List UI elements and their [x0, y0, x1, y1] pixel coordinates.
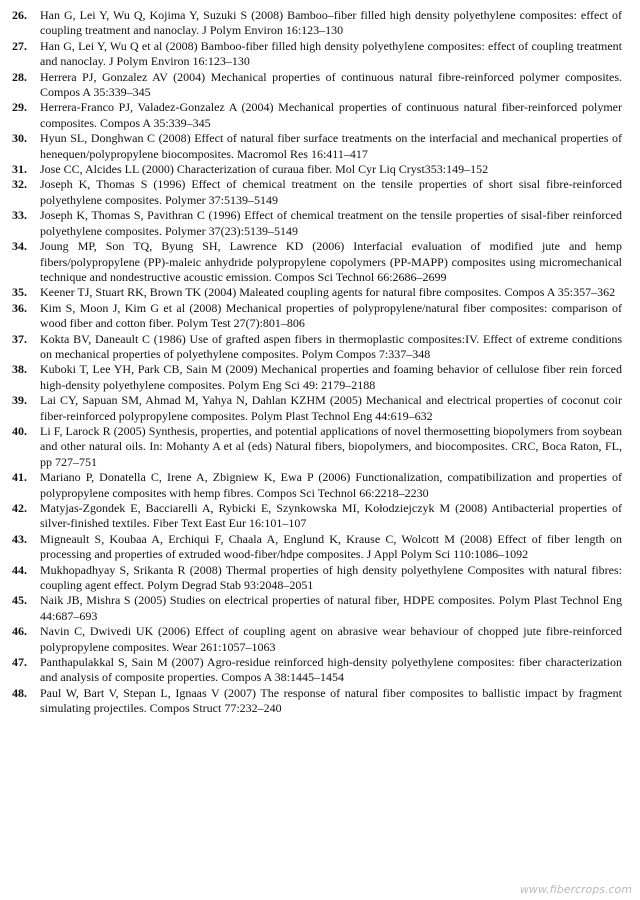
reference-number: 38.	[12, 362, 27, 377]
reference-item	[12, 8, 622, 39]
reference-number: 34.	[12, 239, 27, 254]
reference-item	[12, 70, 622, 101]
reference-text: Panthapulakkal S, Sain M (2007) Agro-residue reinforced high-density polyethylene composites: fiber characterization and analysis of composite properties. Compos A 38:1445–1454	[40, 655, 622, 685]
reference-number: 31.	[12, 162, 27, 177]
reference-item	[12, 362, 622, 393]
reference-number: 41.	[12, 470, 27, 485]
reference-item	[12, 563, 622, 594]
reference-item	[12, 285, 622, 300]
reference-item	[12, 301, 622, 332]
reference-text: Mukhopadhyay S, Srikanta R (2008) Thermal properties of high density polyethylene Composites with natural fibres: coupling agent effect. Polym Degrad Stab 93:2048–2051	[40, 562, 622, 593]
reference-item	[12, 470, 622, 501]
reference-number: 46.	[12, 624, 27, 639]
reference-number: 26.	[12, 8, 27, 22]
reference-text: Kim S, Moon J, Kim G et al (2008) Mechanical properties of polypropylene/natural fiber composites: comparison of wood fiber and cotton fiber. Polym Test 27(7):801–806	[40, 300, 622, 331]
reference-item	[12, 131, 622, 162]
reference-text: Han G, Lei Y, Wu Q et al (2008) Bamboo-fiber filled high density polyethylene composites: effect of coupling treatment and nanoclay. J Polym Environ 16:123–130	[40, 38, 622, 69]
reference-number: 29.	[12, 100, 27, 115]
reference-text: Han G, Lei Y, Wu Q, Kojima Y, Suzuki S (2008) Bamboo–fiber filled high density polyethylene composites: effect of coupling treatment and nanoclay. J Polym Environ 16:123–130	[40, 8, 622, 38]
reference-text: Matyjas-Zgondek E, Bacciarelli A, Rybicki E, Szynkowska MI, Kołodziejczyk M (2008) Antibacterial properties of silver-finished textiles. Fiber Text East Eur 16:101–107	[40, 501, 622, 531]
reference-number: 30.	[12, 131, 27, 146]
reference-item	[12, 208, 622, 239]
reference-text: Joung MP, Son TQ, Byung SH, Lawrence KD (2006) Interfacial evaluation of modified jute and hemp fibers/polypropylene (PP)-maleic anhydride polypropylene copolymers (PP-MAPP) composites using micromechanical technique and nondestructive acoustic emission. Compos Sci Technol 66:2686–2699	[40, 239, 622, 284]
reference-number: 40.	[12, 423, 27, 438]
reference-item	[12, 532, 622, 563]
reference-number: 36.	[12, 300, 27, 315]
reference-number: 27.	[12, 38, 27, 53]
reference-text: Joseph K, Thomas S (1996) Effect of chemical treatment on the tensile properties of short sisal fibre-reinforced polyethylene composites. Polymer 37:5139–5149	[40, 177, 622, 207]
reference-number: 32.	[12, 177, 27, 192]
reference-number: 45.	[12, 593, 27, 608]
reference-item	[12, 624, 622, 655]
reference-text: Herrera-Franco PJ, Valadez-Gonzalez A (2004) Mechanical properties of continuous natural fiber-reinforced polymer composites. Compos A 35:339–345	[40, 100, 622, 130]
reference-text: Navin C, Dwivedi UK (2006) Effect of coupling agent on abrasive wear behaviour of chopped jute fibre-reinforced polypropylene composites. Wear 261:1057–1063	[40, 624, 622, 654]
reference-item	[12, 39, 622, 70]
reference-text: Joseph K, Thomas S, Pavithran C (1996) Effect of chemical treatment on the tensile properties of sisal-fiber reinforced polyethylene composites. Polymer 37(23):5139–5149	[40, 208, 622, 238]
reference-text: Lai CY, Sapuan SM, Ahmad M, Yahya N, Dahlan KZHM (2005) Mechanical and electrical properties of coconut coir fiber-reinforced polypropylene composites. Polym Plast Technol Eng 44:619–632	[40, 393, 622, 423]
reference-text: Keener TJ, Stuart RK, Brown TK (2004) Maleated coupling agents for natural fibre composites. Compos A 35:357–362	[40, 285, 616, 300]
reference-number: 44.	[12, 562, 27, 577]
reference-number: 33.	[12, 208, 27, 223]
reference-item	[12, 424, 622, 470]
reference-number: 47.	[12, 655, 27, 670]
reference-text: Herrera PJ, Gonzalez AV (2004) Mechanical properties of continuous natural fibre-reinforced polymer composites. Compos A 35:339–345	[40, 69, 622, 100]
reference-text: Jose CC, Alcides LL (2000) Characterization of curaua fiber. Mol Cyr Liq Cryst353:149–152	[40, 162, 489, 177]
watermark: www.fibercrops.com	[519, 883, 632, 896]
reference-text: Migneault S, Koubaa A, Erchiqui F, Chaala A, Englund K, Krause C, Wolcott M (2008) Effect of fiber length on processing and properties of extruded wood-fiber/hdpe composites. J Appl Polym Sci 110:1086–1092	[40, 531, 622, 562]
reference-item	[12, 162, 622, 177]
reference-item	[12, 100, 622, 131]
reference-text: Hyun SL, Donghwan C (2008) Effect of natural fiber surface treatments on the interfacial and mechanical properties of henequen/polypropylene biocomposites. Macromol Res 16:411–417	[40, 131, 622, 161]
reference-item	[12, 655, 622, 686]
reference-number: 28.	[12, 69, 27, 84]
reference-text: Kokta BV, Daneault C (1986) Use of grafted aspen fibers in thermoplastic composites:IV. Effect of extreme conditions on mechanical properties of polyethylene composites. Polym Compos 7:337–348	[40, 331, 622, 361]
reference-item	[12, 177, 622, 208]
reference-text: Li F, Larock R (2005) Synthesis, properties, and potential applications of novel thermosetting biopolymers from soybean and other natural oils. In: Mohanty A et al (eds) Natural fibers, biopolymers, and biocomposites. CRC, Boca Raton, FL, pp 727–751	[40, 423, 622, 469]
reference-item	[12, 393, 622, 424]
reference-item	[12, 686, 622, 717]
reference-number: 35.	[12, 285, 27, 300]
reference-text: Kuboki T, Lee YH, Park CB, Sain M (2009) Mechanical properties and foaming behavior of cellulose fiber rein forced high-density polyethylene composites. Polym Eng Sci 49: 2179–2188	[40, 362, 622, 392]
reference-number: 37.	[12, 331, 27, 346]
reference-item	[12, 593, 622, 624]
reference-number: 43.	[12, 531, 27, 546]
reference-text: Naik JB, Mishra S (2005) Studies on electrical properties of natural fiber, HDPE composites. Polym Plast Technol Eng 44:687–693	[40, 593, 622, 623]
reference-text: Mariano P, Donatella C, Irene A, Zbigniew K, Ewa P (2006) Functionalization, compatibilization and properties of polypropylene composites with hemp fibres. Compos Sci Technol 66:2218–2230	[40, 470, 622, 500]
reference-item	[12, 332, 622, 363]
reference-text: Paul W, Bart V, Stepan L, Ignaas V (2007) The response of natural fiber composites to ballistic impact by fragment simulating projectiles. Compos Struct 77:232–240	[40, 685, 622, 716]
reference-number: 48.	[12, 685, 27, 700]
reference-number: 39.	[12, 393, 27, 408]
reference-item	[12, 501, 622, 532]
reference-number: 42.	[12, 501, 27, 515]
reference-item	[12, 239, 622, 285]
